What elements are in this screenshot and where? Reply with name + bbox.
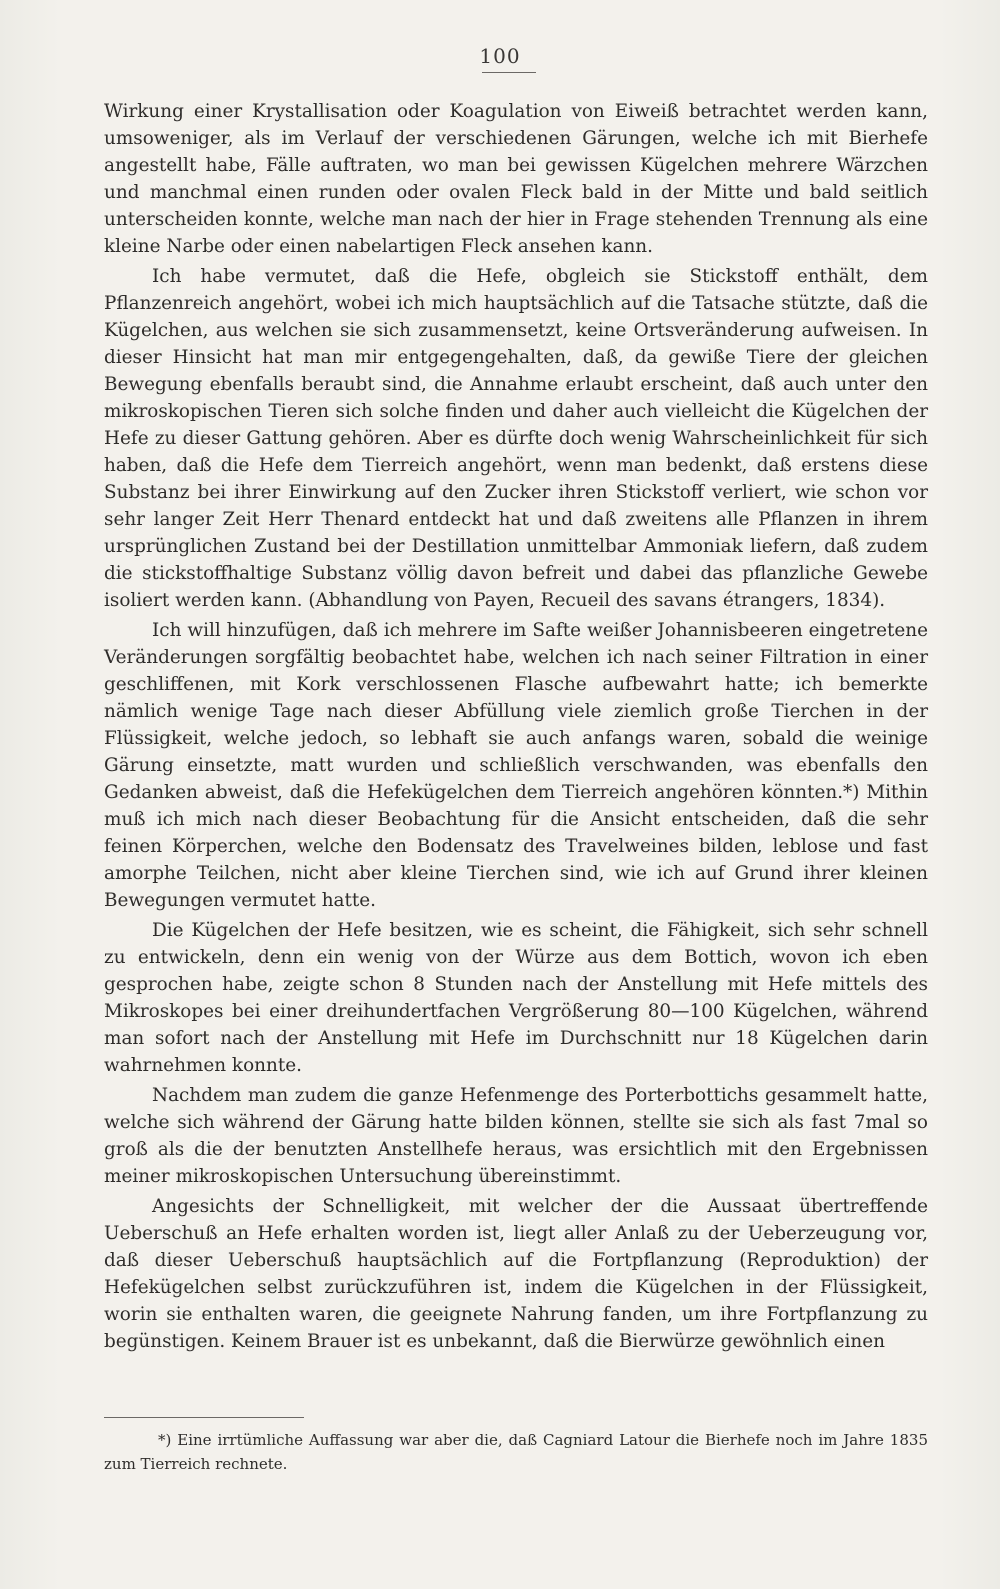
footnote-marker: *)	[158, 1431, 172, 1449]
paragraph-3: Ich will hinzufügen, daß ich mehrere im Safte weißer Johannisbeeren eingetretene Veränderungen sorgfältig beobachtet habe, welchen ich nach seiner Filtration in einer geschliffenen, mit Kork verschlossenen Flasche aufbewahrt hatte; ich bemerkte nämlich wenige Tage nach dieser Abfüllung viele ziemlich große Tierchen in der Flüssigkeit, welche jedoch, so lebhaft sie auch anfangs waren, sobald die weinige Gärung einsetzte, matt wurden und schließlich verschwanden, was ebenfalls den Gedanken abweist, daß die Hefekügelchen dem Tierreich angehören könnten.*) Mithin muß ich mich nach dieser Beobachtung für die Ansicht entscheiden, daß die sehr feinen Körperchen, welche den Bodensatz des Travelweines bilden, leblose und fast amorphe Teilchen, nicht aber kleine Tierchen sind, wie ich auf Grund ihrer kleinen Bewegungen vermutet hatte.	[104, 620, 928, 911]
paragraph-4: Die Kügelchen der Hefe besitzen, wie es scheint, die Fähigkeit, sich sehr schnell zu entwickeln, denn ein wenig von der Würze aus dem Bottich, wovon ich eben gesprochen habe, zeigte schon 8 Stunden nach der Anstellung mit Hefe mittels des Mikroskopes bei einer dreihundertfachen Vergrößerung 80—100 Kügelchen, während man sofort nach der Anstellung mit Hefe im Durchschnitt nur 18 Kügelchen darin wahrnehmen konnte.	[104, 920, 928, 1076]
paragraph-5: Nachdem man zudem die ganze Hefenmenge des Porterbottichs gesammelt hatte, welche sich während der Gärung hatte bilden können, stellte sie sich als fast 7mal so groß als die der benutzten Anstellhefe heraus, was ersichtlich mit den Ergebnissen meiner mikroskopischen Untersuchung übereinstimmt.	[104, 1085, 928, 1187]
paragraph-1: Wirkung einer Krystallisation oder Koagulation von Eiweiß betrachtet werden kann, umsoweniger, als im Verlauf der verschiedenen Gärungen, welche ich mit Bierhefe angestellt habe, Fälle auftraten, wo man bei gewissen Kügelchen mehrere Wärzchen und manchmal einen runden oder ovalen Fleck bald in der Mitte und bald seitlich unterscheiden konnte, welche man nach der hier in Frage stehenden Trennung als eine kleine Narbe oder einen nabelartigen Fleck ansehen kann.	[104, 101, 928, 257]
page-number-rule	[482, 72, 536, 73]
body-text	[104, 98, 928, 1358]
page-number: 100	[479, 44, 521, 68]
footnote-text: Eine irrtümliche Auffassung war aber die, daß Cagniard Latour die Bierhefe noch im Jahre 1835 zum Tierreich rechnete.	[104, 1431, 928, 1473]
footnote	[104, 1428, 928, 1476]
paragraph-6: Angesichts der Schnelligkeit, mit welcher der die Aussaat übertreffende Ueberschuß an Hefe erhalten worden ist, liegt aller Anlaß zu der Ueberzeugung vor, daß dieser Ueberschuß hauptsächlich auf die Fortpflanzung (Reproduktion) der Hefekügelchen selbst zurückzuführen ist, indem die Kügelchen in der Flüssigkeit, worin sie enthalten waren, die geeignete Nahrung fanden, um ihre Fortpflanzung zu begünstigen. Keinem Brauer ist es unbekannt, daß die Bierwürze gewöhnlich einen	[104, 1196, 928, 1352]
paragraph-2: Ich habe vermutet, daß die Hefe, obgleich sie Stickstoff enthält, dem Pflanzenreich angehört, wobei ich mich hauptsächlich auf die Tatsache stützte, daß die Kügelchen, aus welchen sie sich zusammensetzt, keine Ortsveränderung aufweisen. In dieser Hinsicht hat man mir entgegengehalten, daß, da gewiße Tiere der gleichen Bewegung ebenfalls beraubt sind, die Annahme erlaubt erscheint, daß auch unter den mikroskopischen Tieren sich solche finden und daher auch vielleicht die Kügelchen der Hefe zu dieser Gattung gehören. Aber es dürfte doch wenig Wahrscheinlichkeit für sich haben, daß die Hefe dem Tierreich angehört, wenn man bedenkt, daß erstens diese Substanz bei ihrer Einwirkung auf den Zucker ihren Stickstoff verliert, wie schon vor sehr langer Zeit Herr Thenard entdeckt hat und daß zweitens alle Pflanzen in ihrem ursprünglichen Zustand bei der Destillation unmittelbar Ammoniak liefern, daß zudem die stickstoffhaltige Substanz völlig davon befreit und dabei das pflanzliche Gewebe isoliert werden kann. (Abhandlung von Payen, Recueil des savans étrangers, 1834).	[104, 266, 928, 611]
footnote-rule	[104, 1417, 304, 1418]
